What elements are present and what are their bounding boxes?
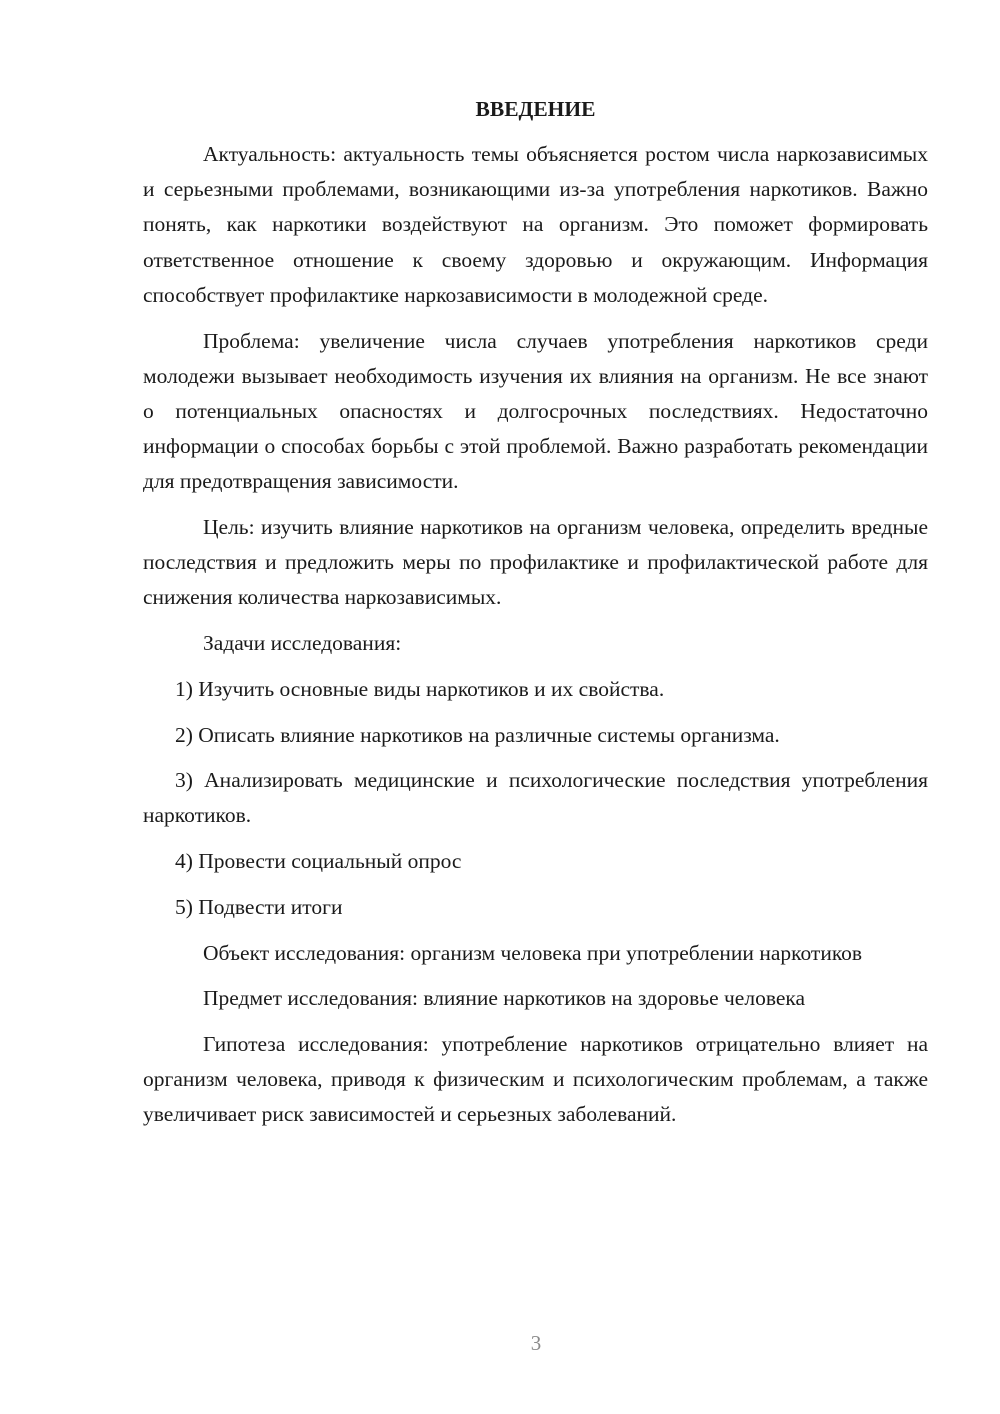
task-item-5: 5) Подвести итоги (175, 894, 343, 919)
object-paragraph: Объект исследования: организм человека при употреблении наркотиков (203, 940, 863, 965)
hypothesis-paragraph: Гипотеза исследования: употребление наркотиков отрицательно влияет на организм человека, приводя к физическим и психологическим проблемам, а также увеличивает риск зависимостей и серьезных заболеваний. (143, 1031, 928, 1127)
relevance-paragraph: Актуальность: актуальность темы объясняется ростом числа наркозависимых и серьезными проблемами, возникающими из-за употребления наркотиков. Важно понять, как наркотики воздействуют на организм. Это поможет формировать ответственное отношение к своему здоровью и окружающим. Информация способствует профилактике наркозависимости в молодежной среде. (143, 142, 928, 307)
task-item-2: 2) Описать влияние наркотиков на различные системы организма. (175, 722, 780, 747)
subject-paragraph: Предмет исследования: влияние наркотиков на здоровье человека (203, 986, 806, 1011)
tasks-heading: Задачи исследования: (203, 631, 402, 656)
task-item-1: 1) Изучить основные виды наркотиков и их свойства. (175, 676, 665, 701)
task-item-3: 3) Анализировать медицинские и психологические последствия употребления наркотиков. (143, 768, 928, 828)
task-item-4: 4) Провести социальный опрос (175, 849, 462, 874)
page-content (143, 92, 928, 1143)
page-number: 3 (530, 1331, 542, 1355)
problem-paragraph: Проблема: увеличение числа случаев употребления наркотиков среди молодежи вызывает необходимость изучения их влияния на организм. Не все знают о потенциальных опасностях и долгосрочных последствиях. Недостаточно информации о способах борьбы с этой проблемой. Важно разработать рекомендации для предотвращения зависимости. (143, 328, 928, 494)
section-title: ВВЕДЕНИЕ (475, 97, 596, 121)
goal-paragraph: Цель: изучить влияние наркотиков на организм человека, определить вредные последствия и предложить меры по профилактике и профилактической работе для снижения количества наркозависимых. (143, 515, 928, 610)
